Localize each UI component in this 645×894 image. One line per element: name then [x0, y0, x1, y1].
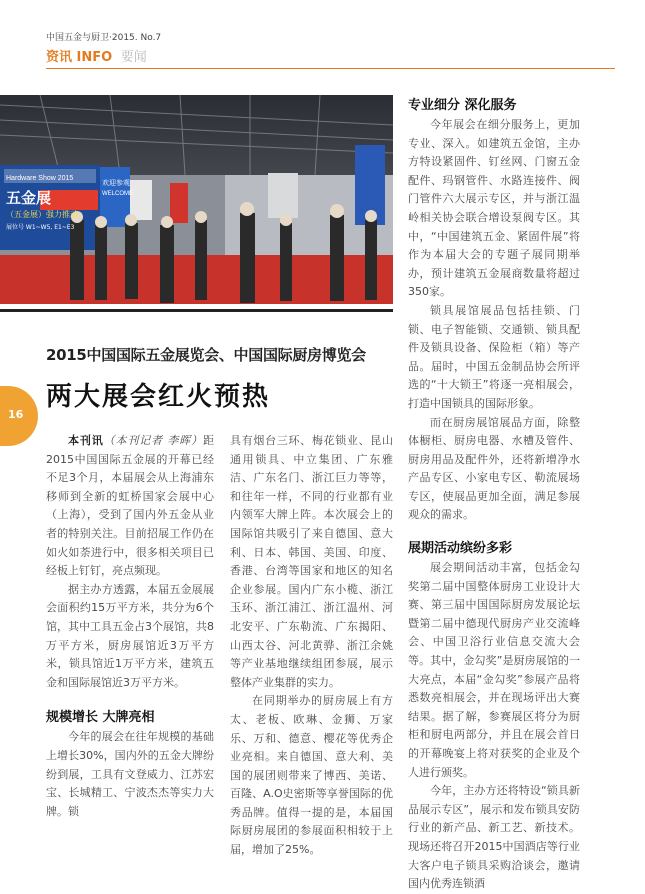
paragraph: 具有烟台三环、梅花锁业、昆山通用锁具、中立集团、广东雅洁、广东名门、浙江巨力等等，和往年一样，不同的行业都有业内领军大牌上阵。本次展会上的国际馆共吸引了来自德国、意大利、日本、韩国、美国、印度、香港、台湾等国家和地区的知名企业参展。国内广东小榄、浙江玉环、浙江浦江、浙江温州、河北安平、广东勒流、广东揭阳、山西太谷、河北黄骅、浙江余姚等产业基地继续组团参展，展示整体产业集群的实力。	[230, 434, 393, 689]
paragraph	[46, 432, 214, 581]
subheading: 规模增长 大牌亮相	[46, 710, 155, 726]
exhibition-photo	[0, 95, 393, 304]
article-title-line2: 两大展会红火预热	[46, 382, 271, 412]
paragraph: 据主办方透露，本届五金展展会面积约15万平方米，共分为6个馆，其中工具五金占3个展馆，共8万平方米，厨房展馆近3万平方米，锁具馆近1万平方米，建筑五金和国际展馆近3万平方米。	[46, 582, 214, 689]
page-number: 16	[8, 408, 24, 421]
column-2	[230, 432, 393, 860]
paragraph: 展会期间活动丰富，包括金勾奖第二届中国整体厨房工业设计大赛、第三届中国国际厨房发展论坛暨第二届中德现代厨房产业交流峰会、中国卫浴行业信息交流大会等。其中，金勾奖”是厨房展馆的一大亮点，本届“金勾奖”参展产品将悉数亮相展会，并在现场评出大赛结果。据了解，参赛展区将分为厨柜和厨电两部分，并且在展会首日的开幕晚宴上将对获奖的企业及个人进行颁奖。	[408, 561, 580, 779]
paragraph: 锁具展馆展品包括挂锁、门锁、电子智能锁、交通锁、锁具配件及锁具设备、保险柜（箱）等产品。届时，中国五金制品协会所评选的“十大锁王”将逐一亮相展会，打造中国锁具的国际形象。	[408, 303, 580, 410]
byline: 本刊讯	[68, 434, 104, 447]
banner-main: 五金展	[6, 189, 52, 207]
subheading: 专业细分 深化服务	[408, 98, 517, 113]
welcome-en: WELCOME	[102, 191, 134, 197]
section-en: INFO	[76, 50, 113, 65]
paragraph: 在同期举办的厨房展上有方太、老板、欧琳、金狮、万家乐、万和、德意、樱花等优秀企业亮相。来自德国、意大利、美国的展团则带来了博西、美诺、百隆、A.O史密斯等享誉国际的优秀品牌。值得一提的是，本届国际厨房展团的参展面积相较于上届，增加了25%。	[230, 694, 393, 857]
byline-reporter: （本刊记者 李晖）	[103, 434, 203, 447]
section-sub: 要闻	[120, 50, 147, 65]
paragraph: 而在厨房展馆展品方面，除整体橱柜、厨房电器、水槽及管件、厨房用品及配件外，还将新增净水产品专区、小家电专区、勒流展场专区，使展品更加全面，满足参展观众的需求。	[408, 415, 580, 522]
paragraph: 今年，主办方还将特设“锁具新品展示专区”，展示和发布锁具安防行业的新产品、新工艺、新技术。现场还将召开2015中国酒店等行业大客户电子锁具采购洽谈会，邀请国内优秀连锁酒	[408, 784, 580, 891]
paragraph-text: 距2015中国国际五金展的开幕已经不足3个月，本届展会从上海浦东移师到全新的虹桥国家会展中心（上海），受到了国内外五金从业者的特别关注。目前招展工作仍在如火如荼进行中，很多相关项目已经板上钉钉，亮点频现。	[46, 434, 214, 578]
header-divider	[46, 68, 615, 69]
paragraph: 今年展会在细分服务上，更加专业、深入。如建筑五金馆，主办方特设紧固件、钉丝网、门窗五金配件、玛钢管件、水路连接件、阀门管件六大展示专区，并与浙江温岭相关协会联合增设泵阀专区。其中，“中国建筑五金、紧固件展”将作为本届大会的专题子展同期举办，预计建筑五金展商数量将超过350家。	[408, 118, 580, 299]
section-cn: 资讯	[46, 50, 73, 65]
publication-header: 中国五金与厨卫·2015. No.7	[46, 33, 162, 43]
subheading: 展期活动缤纷多彩	[408, 541, 513, 557]
banner-title: Hardware Show 2015	[6, 175, 74, 182]
column-1	[46, 432, 214, 821]
column-3	[408, 96, 580, 894]
exhibition-photo-svg	[0, 95, 393, 304]
banner-sub: （五金展）强力推动	[6, 210, 78, 219]
title-rule	[0, 309, 393, 312]
banner-line: 展位号 W1~W5, E1~E3	[6, 224, 75, 231]
paragraph: 今年的展会在往年规模的基础上增长30%，国内外的五金大牌纷纷到展，工具有文登威力、江苏宏宝、长城精工、宁波杰杰等实力大牌。锁	[46, 730, 214, 818]
section-label	[46, 46, 147, 65]
article-title-line1: 2015中国国际五金展览会、中国国际厨房博览会	[46, 346, 366, 364]
welcome-cn: 欢迎参观	[102, 179, 130, 187]
